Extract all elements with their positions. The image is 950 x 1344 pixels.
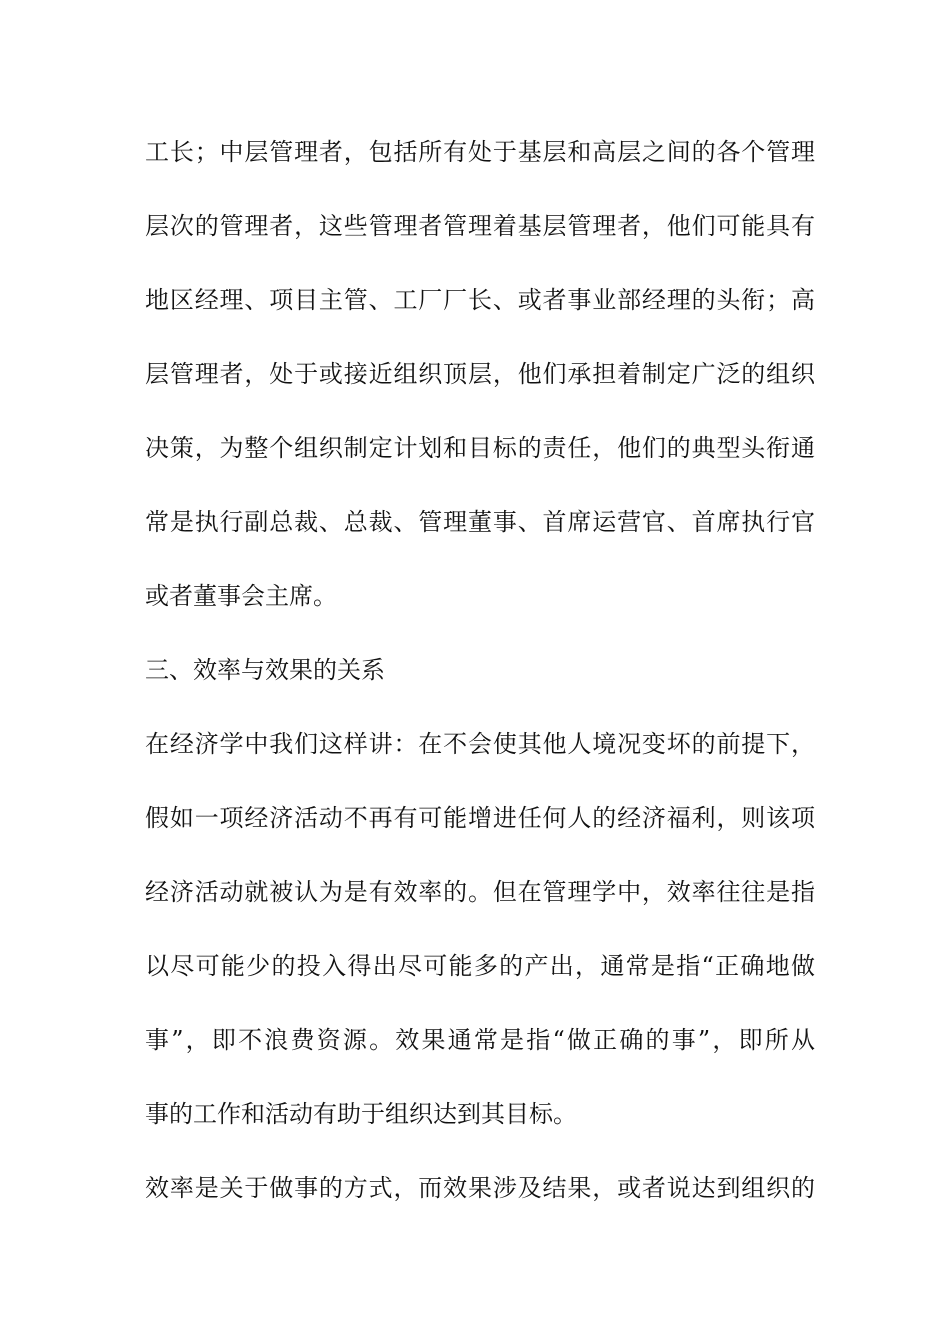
text-line: 效率是关于做事的方式，而效果涉及结果，或者说达到组织的	[145, 1174, 815, 1202]
section-heading: 三、效率与效果的关系	[145, 656, 385, 684]
body-text	[145, 134, 815, 1244]
text-line: 事”，即不浪费资源。效果通常是指“做正确的事”，即所从	[145, 1026, 815, 1054]
text-line: 假如一项经济活动不再有可能增进任何人的经济福利，则该项	[145, 804, 815, 832]
text-line: 事的工作和活动有助于组织达到其目标。	[145, 1100, 577, 1128]
text-line: 层管理者，处于或接近组织顶层，他们承担着制定广泛的组织	[145, 360, 815, 388]
text-line: 层次的管理者，这些管理者管理着基层管理者，他们可能具有	[145, 212, 815, 240]
text-line: 决策，为整个组织制定计划和目标的责任，他们的典型头衔通	[145, 434, 815, 462]
text-line: 地区经理、项目主管、工厂厂长、或者事业部经理的头衔；高	[145, 286, 815, 314]
text-line: 工长；中层管理者，包括所有处于基层和高层之间的各个管理	[145, 138, 815, 166]
text-line: 以尽可能少的投入得出尽可能多的产出，通常是指“正确地做	[145, 952, 815, 980]
text-line: 经济活动就被认为是有效率的。但在管理学中，效率往往是指	[145, 878, 815, 906]
text-line: 常是执行副总裁、总裁、管理董事、首席运营官、首席执行官	[145, 508, 815, 536]
text-line: 在经济学中我们这样讲：在不会使其他人境况变坏的前提下，	[145, 730, 815, 758]
text-line: 或者董事会主席。	[145, 582, 337, 610]
